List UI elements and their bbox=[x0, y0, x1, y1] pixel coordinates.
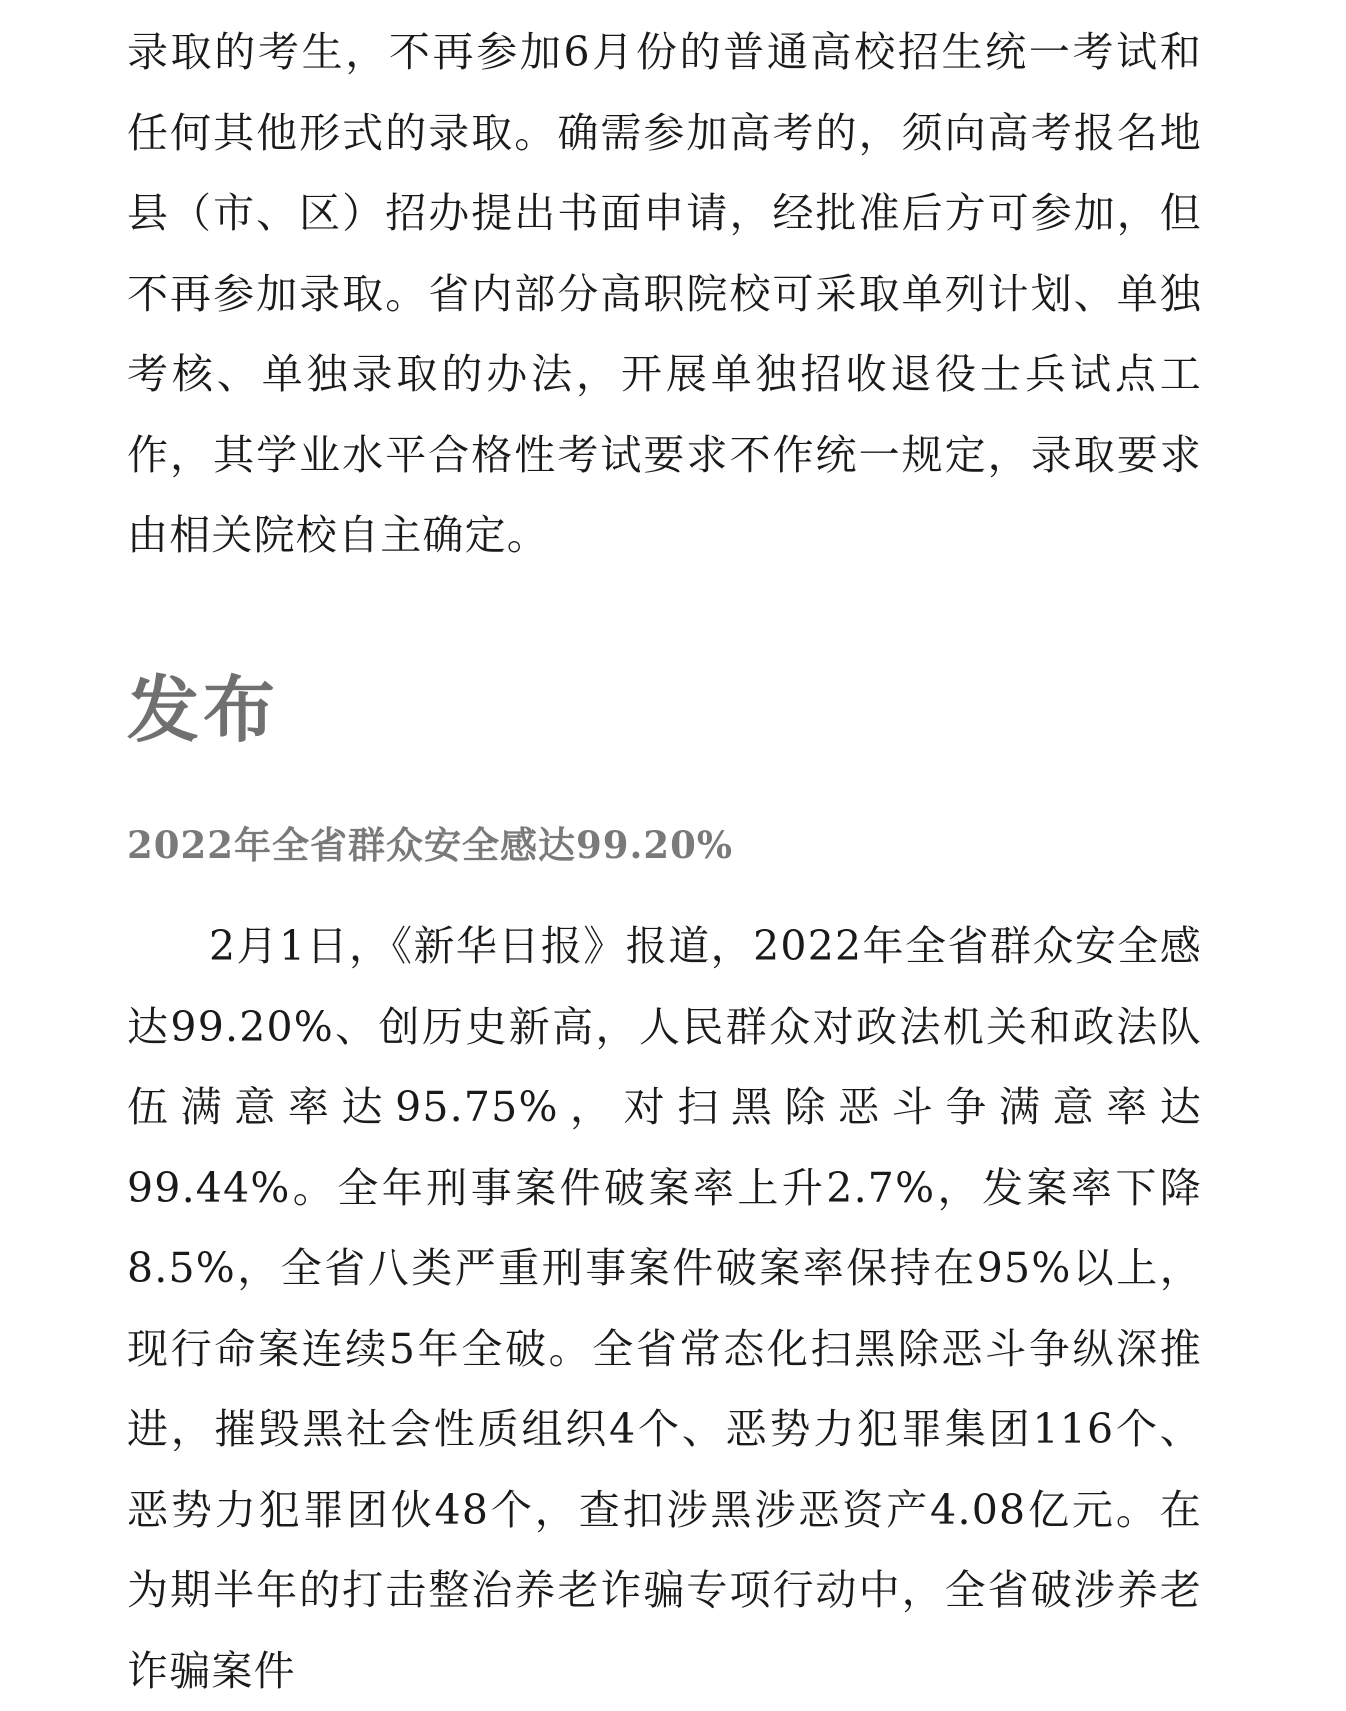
section-title: 发布 bbox=[127, 668, 280, 752]
article-body: 2月1日，《新华日报》报道，2022年全省群众安全感达99.20%、创历史新高，人民群众对政法机关和政法队伍满意率达95.75%，对扫黑除恶斗争满意率达99.44%。全年刑事案件破案率上升2.7%，发案率下降8.5%，全省八类严重刑事案件破案率保持在95%以上，现行命案连续5年全破。全省常态化扫黑除恶斗争纵深推进，摧毁黑社会性质组织4个、恶势力犯罪集团116个、恶势力犯罪团伙48个，查扣涉黑涉恶资产4.08亿元。在为期半年的打击整治养老诈骗专项行动中，全省破涉养老诈骗案件 bbox=[127, 922, 1202, 1695]
continued-paragraph: 录取的考生，不再参加6月份的普通高校招生统一考试和任何其他形式的录取。确需参加高考的，须向高考报名地县（市、区）招办提出书面申请，经批准后方可参加，但不再参加录取。省内部分高职院校可采取单列计划、单独考核、单独录取的办法，开展单独招收退役士兵试点工作，其学业水平合格性考试要求不作统一规定，录取要求由相关院校自主确定。 bbox=[127, 28, 1202, 559]
article-headline: 2022年全省群众安全感达99.20% bbox=[127, 823, 733, 867]
